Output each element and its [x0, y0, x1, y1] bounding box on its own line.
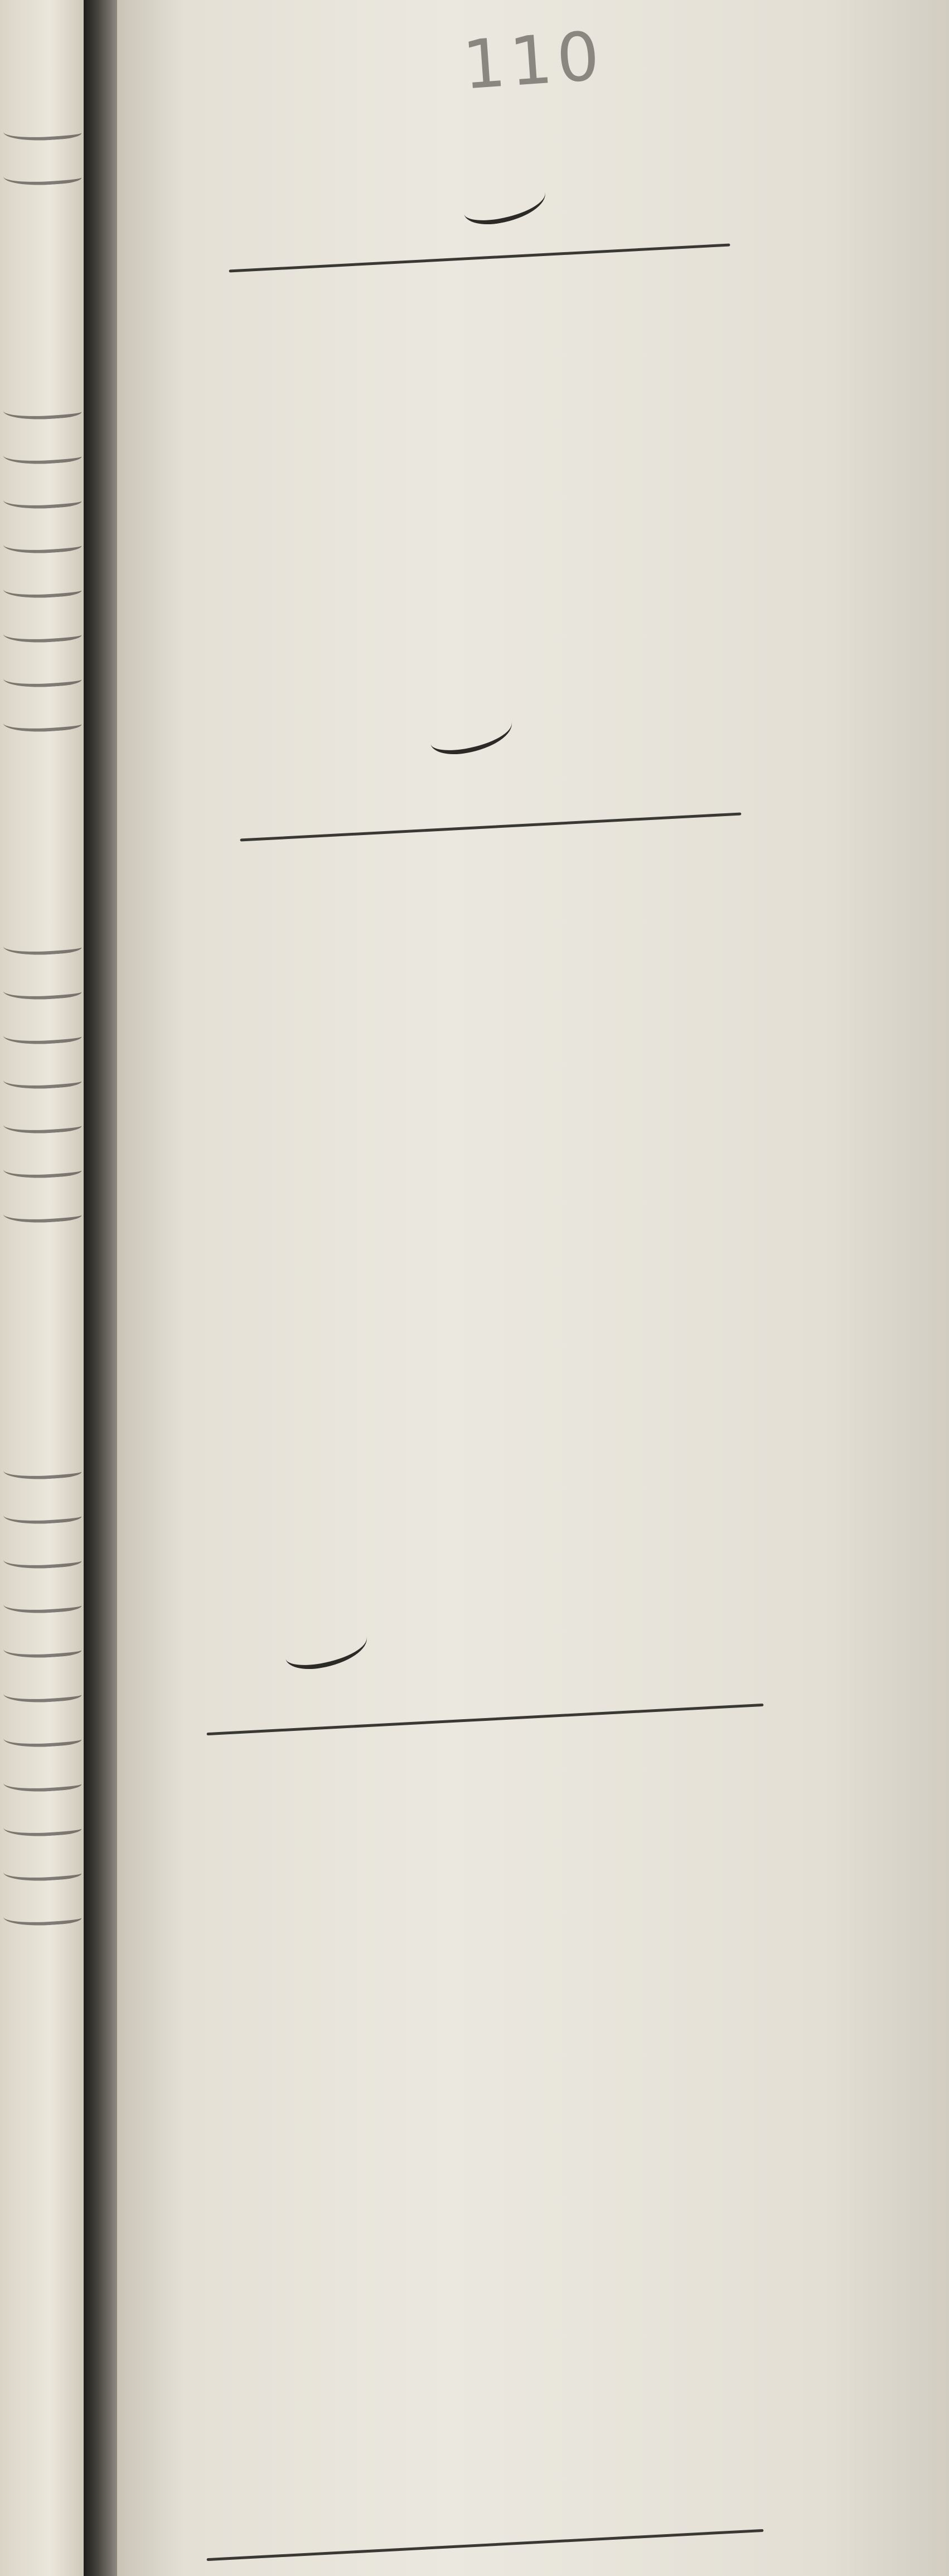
page-number: 110 [460, 17, 607, 105]
signature-scribble [460, 177, 549, 229]
entry-divider [207, 2529, 764, 2561]
entry-divider [240, 812, 741, 841]
book-gutter [84, 0, 117, 2576]
signature-scribble [282, 1622, 371, 1673]
entry-divider [207, 1704, 764, 1735]
manuscript-page [117, 0, 949, 2576]
facing-page-fragment [0, 0, 84, 2576]
signature-scribble [427, 707, 516, 759]
entry-divider [229, 243, 730, 272]
